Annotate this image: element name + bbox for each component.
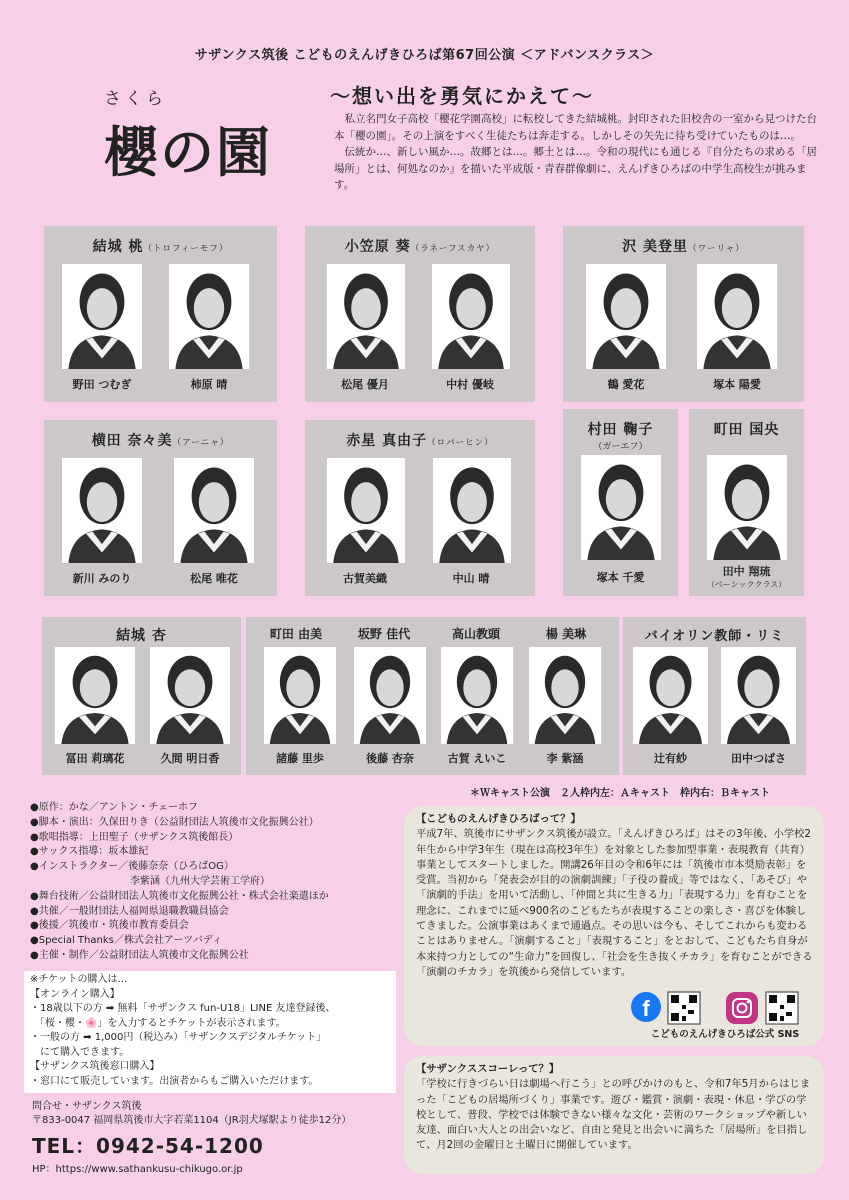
cast-panel-teachers [246,617,619,775]
actor-photo [327,458,405,563]
portrait-silhouette [327,458,405,563]
actor-photo [529,647,601,744]
credit-line: ●Special Thanks／株式会社アーツバディ [30,935,223,947]
role-name: 町田 国央 [713,422,780,438]
portrait-silhouette [581,455,661,560]
credit-line: ●脚本・演出：久保田りき（公益財団法人筑後市文化振興公社） [30,816,319,828]
page-header: サザンクス筑後 こどものえんげきひろば第67回公演 ＜アドバンスクラス＞ [194,48,655,63]
cast-panel-ogasawara-aoi [305,226,535,402]
contact-line: 問合せ・サザンクス筑後 [32,1101,142,1112]
actor-name: 野田 つむぎ [72,378,132,391]
credits-list [30,801,400,964]
credit-line: ●共催／一般財団法人福岡県退職教職員協会 [30,905,229,917]
svg-text:f: f [642,996,650,1021]
role-name: バイオリン教師・リミ [644,629,785,644]
about-hiroba-body: 平成7年、筑後市にサザンクス筑後が設立。「えんげきひろば」はその3年後、小学校2年生から中学3年生（現在は高校3年生）を対象とした参加型事業・表現教育（共育）事業としてスタートしました。開講26年目の令和6年には「筑後市市本奨励表彰」を受賞。当初から「発表会が目的の演劇訓練」「子役の養成」等ではなく、「あそび」や「演劇的手法」を用いて活動し、「仲間と共に生きる力」「表現する力」を育むことを理念に、これまでに延べ900名のこどもたちが表現することの楽しさ・喜びを体験してきました。公演事業はあくまで通過点。その思いは今も、そしてこれからも変わることはありません。「演劇すること」「表現すること」をとおして、こどもたち自身が本来持つ力としての“生命力”を回復し、「社会を生き抜くチカラ」を育むことができる「演劇のチカラ」を筑後から発信しています。 [416,828,813,978]
actor-photo [354,647,426,744]
portrait-silhouette [327,264,405,369]
portrait-silhouette [169,264,249,369]
cast-panel-yuki-kyo [42,617,241,775]
portrait-silhouette [633,647,708,744]
synopsis-paragraph: 伝統か…、新しい風か…。故郷とは…。郷土とは…。令和の現代にも通じる『自分たちの求める「居場所」とは、何処なのか』を描いた平成版・青春群像劇に、えんげきひろばの中学生高校生が挑みます。 [334,146,817,191]
actor-name: 鶴 愛花 [607,378,645,391]
play-title: 櫻の園 [104,120,272,184]
about-hiroba-heading: 【こどものえんげきひろばって？】 [416,813,581,825]
role-name: 村田 鞠子 [587,422,654,438]
about-school-heading: 【サザンクススコーレって？】 [416,1063,560,1075]
portrait-silhouette [55,647,135,744]
actor-name: 中村 優岐 [446,378,494,391]
role-name: 沢 美登里（ワーリャ） [622,239,745,255]
synopsis-paragraph: 私立名門女子高校「櫻花学園高校」に転校してきた結城桃。封印された旧校舎の一室から見つけた台本「櫻の園」。その上演をすべく生徒たちは奔走する。しかしその矢先に待ち受けていたものは…。 [334,113,817,142]
actor-photo [441,647,513,744]
portrait-silhouette [721,647,796,744]
role-name: 楊 美琳 [545,627,587,641]
actor-photo [433,458,511,563]
sns-icons [630,990,820,1026]
contact-address: 〒833-0047 福岡県筑後市大字若菜1104（JR羽犬塚駅より徒歩12分） [32,1115,352,1126]
credit-line: ●原作：かな／アントン・チェーホフ [30,802,199,813]
actor-photo [707,455,787,560]
credit-line: ●後援／筑後市・筑後市教育委員会 [30,920,189,932]
about-school-body: 「学校に行きづらい日は劇場へ行こう」との呼びかけのもと、令和7年5月からはじまった「こどもの居場所づくり」事業です。遊び・鑑賞・演劇・表現・休息・学びの学校として、普段、学校では体験できない様々な文化・芸術のワークショップや新しい友達、面白い大人との出会いなど、自由と発見と出会いに満ちた「居場所」を目指して、月2回の金曜日と土曜日に開催しています。 [416,1078,811,1152]
actor-name: 冨田 莉璃花 [65,752,125,765]
sns-label: こどものえんげきひろば公式 SNS [650,1029,800,1040]
synopsis [334,111,820,194]
credit-line: ●歌唱指導：上田聖子（サザンクス筑後館長） [30,831,239,843]
actor-name: 古賀美織 [343,572,387,585]
actor-photo [633,647,708,744]
role-name: 高山教頭 [451,627,500,641]
actor-name: 柿原 晴 [190,378,228,391]
instagram-icon[interactable] [726,992,758,1024]
portrait-silhouette [150,647,230,744]
ticket-line: 【サザンクス筑後窓口購入】 [30,1061,160,1072]
role-name: 結城 杏 [116,628,167,644]
actor-photo [62,264,142,369]
actor-name: 後藤 杏奈 [366,752,414,765]
actor-name: 塚本 陽愛 [713,378,761,391]
actor-name: 中山 晴 [452,572,490,585]
cast-panel-yuki-momo [44,226,277,402]
cast-panel-sawa-mitori [563,226,804,402]
credit-line: ●インストラクター／後藤奈奈（ひろばOG） [30,861,234,873]
portrait-silhouette [62,264,142,369]
actor-name: 諸藤 里歩 [276,752,324,765]
portrait-silhouette [441,647,513,744]
actor-photo [432,264,510,369]
ticket-line: ・窓口にて販売しています。出演者からもご購入いただけます。 [30,1075,319,1087]
ticket-line: にて購入できます。 [30,1046,130,1058]
credit-line: ●サックス指導：坂本雄紀 [30,846,149,858]
ticket-line: ・18歳以下の方 ➡ 無料「サザンクス fun-U18」LINE 友達登録後、 [30,1003,336,1014]
actor-name: 辻有紗 [654,752,687,765]
role-name: 赤星 真由子（ロパーヒン） [346,433,494,449]
portrait-silhouette [433,458,511,563]
actor-name: 田中つばさ [731,752,786,765]
portrait-silhouette [529,647,601,744]
qr-code-icon[interactable] [766,992,798,1024]
actor-name: 古賀 えいこ [447,752,507,765]
facebook-icon[interactable] [631,992,661,1022]
portrait-silhouette [174,458,254,563]
cast-note: ＊Ｗキャスト公演 ２人枠内左：Ａキャスト 枠内右：Ｂキャスト [470,788,770,799]
cast-panel-yokota-nanami [44,420,277,596]
portrait-silhouette [697,264,777,369]
actor-name: 李 紫涵 [546,752,584,765]
ticket-info [24,971,396,1093]
actor-photo [174,458,254,563]
role-note: （ガーエフ） [593,442,648,452]
telephone: TEL：0942-54-1200 [32,1134,264,1158]
actor-name: 松尾 優月 [341,378,389,391]
actor-photo [697,264,777,369]
actor-photo [62,458,142,563]
ticket-line: ※チケットの購入は… [30,974,128,985]
actor-name: 新川 みのり [72,572,132,585]
role-name: 町田 由美 [269,627,323,641]
portrait-silhouette [707,455,787,560]
homepage-link[interactable]: HP：https://www.sathankusu-chikugo.or.jp [32,1164,243,1175]
actor-photo [264,647,336,744]
actor-photo [327,264,405,369]
portrait-silhouette [264,647,336,744]
actor-name: 塚本 千愛 [596,571,645,584]
ticket-line: 「桜・櫻・🌸」を入力するとチケットが表示されます。 [30,1017,286,1029]
cast-panel-murata-kikuko [563,409,678,596]
cast-panel-machida-kunio [689,409,804,596]
about-school-box [404,1056,824,1174]
title-ruby: さくら [104,89,167,109]
play-subtitle: ～想い出を勇気にかえて～ [330,84,594,108]
sns-area [630,990,820,1040]
actor-photo [150,647,230,744]
cast-panel-violin-rimi [623,617,806,775]
role-name: 坂野 佳代 [357,627,411,641]
actor-photo [721,647,796,744]
portrait-silhouette [586,264,666,369]
credit-line: 李紫涵（九州大学芸術工学府） [30,875,270,887]
credit-line: ●主催・制作／公益財団法人筑後市文化振興公社 [30,949,249,961]
portrait-silhouette [62,458,142,563]
role-name: 結城 桃（トロフィーモフ） [92,239,229,255]
role-name: 横田 奈々美（アーニャ） [91,433,230,449]
credit-line: ●舞台技術／公益財団法人筑後市文化振興公社・株式会社楽遣ほか [30,890,329,902]
ticket-line: ・一般の方 ➡ 1,000円（税込み）「サザンクスデジタルチケット」 [30,1032,327,1043]
role-name: 小笠原 葵（ラネーフスカヤ） [344,239,496,255]
actor-photo [55,647,135,744]
actor-name: 松尾 唯花 [190,572,238,585]
actor-name: 久間 明日香 [160,752,220,765]
portrait-silhouette [432,264,510,369]
cast-panel-akahoshi-mayuko [305,420,535,596]
ticket-line: 【オンライン購入】 [30,988,120,1000]
actor-photo [169,264,249,369]
actor-name: 田中 翔琉 （ベーシッククラス） [706,565,787,589]
actor-photo [581,455,661,560]
actor-photo [586,264,666,369]
qr-code-icon[interactable] [668,992,700,1024]
contact-info [32,1100,351,1128]
portrait-silhouette [354,647,426,744]
